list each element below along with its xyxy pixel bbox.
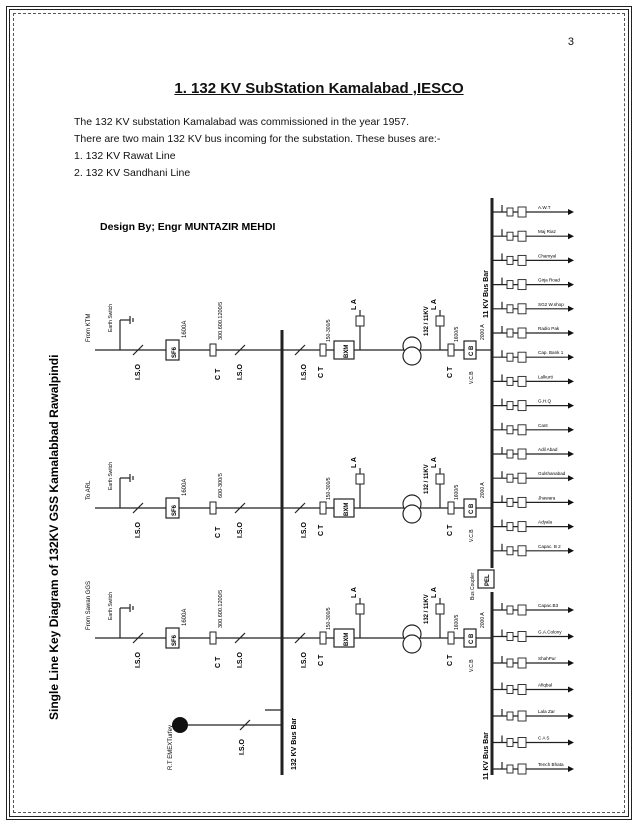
bottom-feeder-ct bbox=[507, 633, 513, 641]
bay-ct bbox=[320, 502, 326, 514]
incomer-from-label: To ARL bbox=[86, 480, 92, 500]
top-feeder-name: SG2 W.shop bbox=[538, 301, 564, 307]
ct-ratio: 300.600.1200/5 bbox=[218, 589, 224, 628]
bottom-feeder-arrow bbox=[568, 740, 574, 746]
top-feeder-name: Adyala bbox=[538, 519, 553, 525]
ct-ratio: 300.600.1200/5 bbox=[218, 301, 224, 340]
top-feeder-arrow bbox=[568, 524, 574, 530]
ct-ratio: 600-300/5 bbox=[218, 473, 224, 498]
transformer-coil-2 bbox=[403, 347, 421, 365]
top-feeder-ct bbox=[507, 450, 513, 458]
bay-iso-label: I.S.O bbox=[301, 522, 308, 538]
transformer-coil-2 bbox=[403, 635, 421, 653]
earth-switch-label: Earth Switch bbox=[108, 303, 114, 332]
secondary-ct-label: C T bbox=[447, 654, 454, 666]
top-feeder-name: Capac. B 2 bbox=[538, 543, 561, 549]
transformer-coil-2 bbox=[403, 505, 421, 523]
document-title: 1. 132 KV SubStation Kamalabad ,IESCO bbox=[174, 80, 464, 97]
earth-switch-label: Earth Switch bbox=[108, 461, 114, 490]
lightning-arrester bbox=[356, 604, 364, 614]
top-feeder-ct bbox=[507, 402, 513, 410]
secondary-ct bbox=[448, 632, 454, 644]
la2-label: L A bbox=[431, 299, 438, 310]
bottom-feeder-arrow bbox=[568, 634, 574, 640]
designer-credit: Design By; Engr MUNTAZIR MEHDI bbox=[100, 221, 276, 233]
bottom-feeder-ct bbox=[507, 686, 513, 694]
top-feeder-ct bbox=[507, 305, 513, 313]
la2-label: L A bbox=[431, 457, 438, 468]
bottom-feeder-name: Tench Bhata bbox=[538, 762, 564, 767]
cb-label: C B bbox=[469, 633, 475, 644]
bxm-label: BXM bbox=[344, 502, 350, 516]
top-feeder-name: A.W.T bbox=[538, 205, 551, 210]
top-feeder-breaker bbox=[518, 425, 526, 435]
bay-ct bbox=[320, 344, 326, 356]
top-feeder-name: Cant bbox=[538, 422, 548, 428]
bxm-label: BXM bbox=[344, 632, 350, 646]
top-feeder-name: Jhawara bbox=[538, 495, 556, 501]
top-feeder-name: G.H.Q bbox=[538, 398, 552, 404]
top-feeder-breaker bbox=[518, 522, 526, 532]
page-number: 3 bbox=[567, 36, 574, 48]
vcb-label: V.C.B bbox=[469, 371, 475, 384]
top-feeder-arrow bbox=[568, 378, 574, 384]
cb-rating: 2000 A bbox=[480, 324, 486, 340]
top-feeder-breaker bbox=[518, 280, 526, 290]
body-line: 2. 132 KV Sandhani Line bbox=[74, 167, 191, 179]
cb-rating: 2000 A bbox=[480, 482, 486, 498]
bottom-feeder-breaker bbox=[518, 632, 526, 642]
top-feeder-arrow bbox=[568, 257, 574, 263]
breaker-rating: 1600A bbox=[182, 608, 188, 626]
top-feeder-arrow bbox=[568, 233, 574, 239]
secondary-ct-label: C T bbox=[447, 524, 454, 536]
bottom-feeder-breaker bbox=[518, 685, 526, 695]
bus-coupler-label: Bus Coupler bbox=[470, 572, 476, 600]
top-feeder-breaker bbox=[518, 207, 526, 217]
sf6-label: SF6 bbox=[172, 504, 178, 516]
top-feeder-arrow bbox=[568, 330, 574, 336]
bay-ct-label: C T bbox=[318, 654, 325, 666]
iso-2-label: I.S.O bbox=[237, 364, 244, 380]
body-text bbox=[74, 114, 440, 182]
top-feeder-arrow bbox=[568, 403, 574, 409]
top-feeder-breaker bbox=[518, 304, 526, 314]
la2-label: L A bbox=[431, 587, 438, 598]
body-line: There are two main 132 KV bus incoming for the substation. These buses are:- bbox=[74, 133, 441, 145]
top-feeder-arrow bbox=[568, 306, 574, 312]
ct-label: C T bbox=[215, 526, 222, 538]
top-feeder-ct bbox=[507, 498, 513, 506]
transformer-label: 132 / 11KV bbox=[424, 306, 430, 336]
bus-132kv-label: 132 KV Bus Bar bbox=[291, 717, 298, 770]
bay-iso-label: I.S.O bbox=[301, 364, 308, 380]
bottom-feeder-breaker bbox=[518, 711, 526, 721]
top-feeder-breaker bbox=[518, 401, 526, 411]
bxm-label: BXM bbox=[344, 344, 350, 358]
iso-1-label: I.S.O bbox=[135, 522, 142, 538]
top-feeder-name: Maj Riaz bbox=[538, 229, 556, 235]
sf6-label: SF6 bbox=[172, 634, 178, 646]
bottom-feeder-breaker bbox=[518, 738, 526, 748]
top-feeder-ct bbox=[507, 281, 513, 289]
rt-iso-label: I.S.O bbox=[239, 739, 246, 755]
top-feeder-ct bbox=[507, 208, 513, 216]
top-feeder-name: Adil Abad bbox=[538, 447, 558, 452]
transformer-label: 132 / 11KV bbox=[424, 594, 430, 624]
rt-symbol bbox=[172, 717, 188, 733]
bus-11kv-bottom-label: 11 KV Bus Bar bbox=[483, 732, 490, 780]
top-feeder-ct bbox=[507, 329, 513, 337]
secondary-ct-label: C T bbox=[447, 366, 454, 378]
bottom-feeder-arrow bbox=[568, 660, 574, 666]
top-feeder-ct bbox=[507, 232, 513, 240]
bay-ct-label: C T bbox=[318, 524, 325, 536]
ct-label: C T bbox=[215, 368, 222, 380]
incomer-from-label: From Sawan GGS bbox=[86, 580, 92, 630]
rt-label: R.T EMEXTurfey bbox=[168, 724, 174, 770]
iso-2-label: I.S.O bbox=[237, 522, 244, 538]
bottom-feeder-name: ShahPur bbox=[538, 656, 556, 661]
top-feeder-arrow bbox=[568, 499, 574, 505]
pel-label: PEL bbox=[485, 574, 491, 586]
bottom-feeder-breaker bbox=[518, 764, 526, 774]
top-feeder-ct bbox=[507, 426, 513, 434]
lightning-arrester-2 bbox=[436, 604, 444, 614]
top-feeder-breaker bbox=[518, 255, 526, 265]
top-feeder-name: Girja Road bbox=[538, 277, 560, 283]
la-label: L A bbox=[351, 299, 358, 310]
top-feeder-breaker bbox=[518, 328, 526, 338]
top-feeder-ct bbox=[507, 353, 513, 361]
top-feeder-arrow bbox=[568, 451, 574, 457]
top-feeder-breaker bbox=[518, 449, 526, 459]
lightning-arrester bbox=[356, 474, 364, 484]
lightning-arrester bbox=[356, 316, 364, 326]
bottom-feeder-arrow bbox=[568, 713, 574, 719]
bottom-feeder-name: Capac.B3 bbox=[538, 603, 559, 608]
incomer-from-label: From KTM bbox=[86, 313, 92, 342]
body-line: 1. 132 KV Rawat Line bbox=[74, 150, 176, 162]
top-feeder-ct bbox=[507, 474, 513, 482]
bay-ct-label: C T bbox=[318, 366, 325, 378]
earth-switch-label: Earth Switch bbox=[108, 591, 114, 620]
vcb-label: V.C.B bbox=[469, 659, 475, 672]
bottom-feeder-ct bbox=[507, 739, 513, 747]
bottom-feeder-ct bbox=[507, 765, 513, 773]
top-feeder-ct bbox=[507, 377, 513, 385]
top-feeder-name: Cap. Bank 1 bbox=[538, 350, 564, 356]
secondary-ct-ratio: 1600/5 bbox=[454, 484, 460, 500]
bottom-feeder-arrow bbox=[568, 687, 574, 693]
lightning-arrester-2 bbox=[436, 316, 444, 326]
transformer-label: 132 / 11KV bbox=[424, 464, 430, 494]
bottom-feeder-arrow bbox=[568, 607, 574, 613]
secondary-ct bbox=[448, 502, 454, 514]
top-feeder-breaker bbox=[518, 497, 526, 507]
iso-1-label: I.S.O bbox=[135, 652, 142, 668]
single-line-diagram bbox=[40, 190, 600, 790]
bottom-feeder-ct bbox=[507, 659, 513, 667]
top-feeder-breaker bbox=[518, 231, 526, 241]
top-feeder-arrow bbox=[568, 282, 574, 288]
current-transformer bbox=[210, 632, 216, 644]
bottom-feeder-breaker bbox=[518, 658, 526, 668]
sf6-label: SF6 bbox=[172, 346, 178, 358]
top-feeder-ct bbox=[507, 523, 513, 531]
top-feeder-breaker bbox=[518, 546, 526, 556]
bay-ct-ratio: 150-300/5 bbox=[326, 319, 332, 342]
cb-rating: 2000 A bbox=[480, 612, 486, 628]
bottom-feeder-name: Lala Zar bbox=[538, 709, 555, 714]
iso-1-label: I.S.O bbox=[135, 364, 142, 380]
bottom-feeder-ct bbox=[507, 712, 513, 720]
bus-11kv-top-label: 11 KV Bus Bar bbox=[483, 270, 490, 318]
body-line: The 132 KV substation Kamalabad was commissioned in the year 1957. bbox=[74, 116, 410, 128]
current-transformer bbox=[210, 344, 216, 356]
breaker-rating: 1600A bbox=[182, 320, 188, 338]
lightning-arrester-2 bbox=[436, 474, 444, 484]
iso-2-label: I.S.O bbox=[237, 652, 244, 668]
la-label: L A bbox=[351, 587, 358, 598]
bottom-feeder-name: Afiqbal bbox=[538, 682, 553, 688]
top-feeder-breaker bbox=[518, 352, 526, 362]
secondary-ct-ratio: 1600/5 bbox=[454, 326, 460, 342]
top-feeder-name: Chamyal bbox=[538, 253, 557, 259]
top-feeder-arrow bbox=[568, 427, 574, 433]
top-feeder-name: Radio Pak bbox=[538, 326, 560, 331]
cb-label: C B bbox=[469, 345, 475, 356]
la-label: L A bbox=[351, 457, 358, 468]
secondary-ct bbox=[448, 344, 454, 356]
top-feeder-arrow bbox=[568, 209, 574, 215]
top-feeder-arrow bbox=[568, 354, 574, 360]
diagram-lines bbox=[86, 198, 574, 780]
bottom-feeder-arrow bbox=[568, 766, 574, 772]
side-title: Single Line Key Diagram of 132KV GSS Kamalabbad Rawalpindi bbox=[47, 354, 61, 720]
top-feeder-name: Gulshanabad bbox=[538, 471, 566, 477]
bottom-feeder-name: C A S bbox=[538, 735, 550, 741]
bottom-feeder-ct bbox=[507, 606, 513, 614]
bay-iso-label: I.S.O bbox=[301, 652, 308, 668]
bay-ct-ratio: 150-300/5 bbox=[326, 477, 332, 500]
bay-ct bbox=[320, 632, 326, 644]
bottom-feeder-breaker bbox=[518, 605, 526, 615]
breaker-rating: 1600A bbox=[182, 478, 188, 496]
top-feeder-ct bbox=[507, 547, 513, 555]
top-feeder-breaker bbox=[518, 376, 526, 386]
top-feeder-name: Lalkurti bbox=[538, 374, 553, 380]
cb-label: C B bbox=[469, 503, 475, 514]
top-feeder-breaker bbox=[518, 473, 526, 483]
secondary-ct-ratio: 1600/5 bbox=[454, 614, 460, 630]
ct-label: C T bbox=[215, 656, 222, 668]
bottom-feeder-name: G.A.Colony bbox=[538, 629, 562, 635]
vcb-label: V.C.B bbox=[469, 529, 475, 542]
top-feeder-arrow bbox=[568, 475, 574, 481]
top-feeder-arrow bbox=[568, 548, 574, 554]
top-feeder-ct bbox=[507, 256, 513, 264]
bay-ct-ratio: 150-300/5 bbox=[326, 607, 332, 630]
current-transformer bbox=[210, 502, 216, 514]
